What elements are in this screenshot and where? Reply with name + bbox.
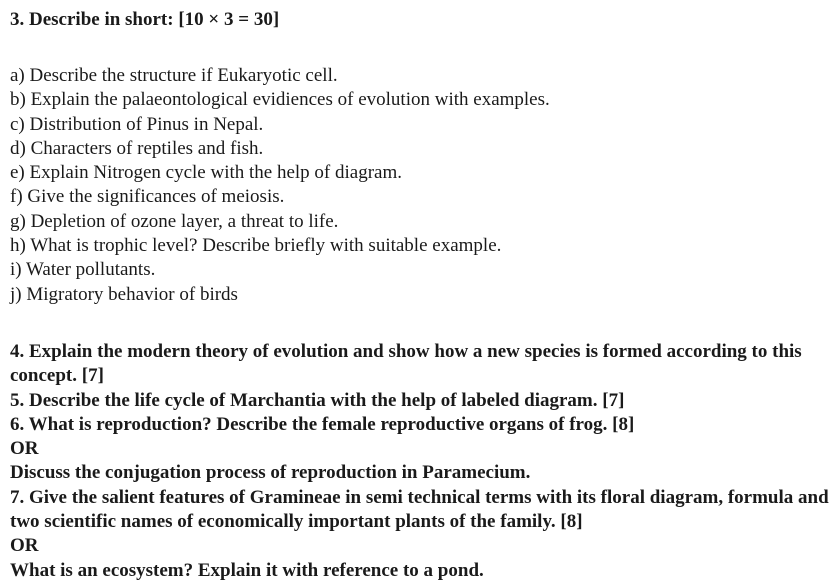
section-3-heading: 3. Describe in short: [10 × 3 = 30] [10, 9, 280, 30]
question-4: 4. Explain the modern theory of evolution and show how a new species is formed according to this concept. [7] [10, 341, 802, 387]
question-6-or-label: OR [10, 438, 39, 460]
question-7: 7. Give the salient features of Gramineae in semi technical terms with its floral diagram, formula and two scientific names of economically important plants of the family. [8] [10, 486, 829, 533]
short-question-c: c) Distribution of Pinus in Nepal. [10, 113, 264, 135]
short-question-j: j) Migratory behavior of birds [10, 283, 238, 305]
short-question-g: g) Depletion of ozone layer, a threat to life. [10, 210, 339, 232]
long-questions [10, 340, 832, 583]
short-question-i: i) Water pollutants. [10, 259, 156, 281]
short-question-a: a) Describe the structure if Eukaryotic cell. [10, 65, 338, 86]
short-question-h: h) What is trophic level? Describe briefly with suitable example. [10, 235, 502, 257]
short-questions-list [10, 64, 550, 307]
question-6-alternative: Discuss the conjugation process of reproduction in Paramecium. [10, 462, 531, 484]
question-7-or-label: OR [10, 535, 39, 557]
question-7-alternative: What is an ecosystem? Explain it with reference to a pond. [10, 559, 484, 581]
short-question-f: f) Give the significances of meiosis. [10, 186, 285, 208]
short-question-b: b) Explain the palaeontological evidiences of evolution with examples. [10, 89, 550, 111]
question-5: 5. Describe the life cycle of Marchantia with the help of labeled diagram. [7] [10, 389, 625, 411]
short-question-e: e) Explain Nitrogen cycle with the help of diagram. [10, 162, 403, 184]
short-question-d: d) Characters of reptiles and fish. [10, 137, 264, 159]
question-6: 6. What is reproduction? Describe the female reproductive organs of frog. [8] [10, 413, 635, 435]
